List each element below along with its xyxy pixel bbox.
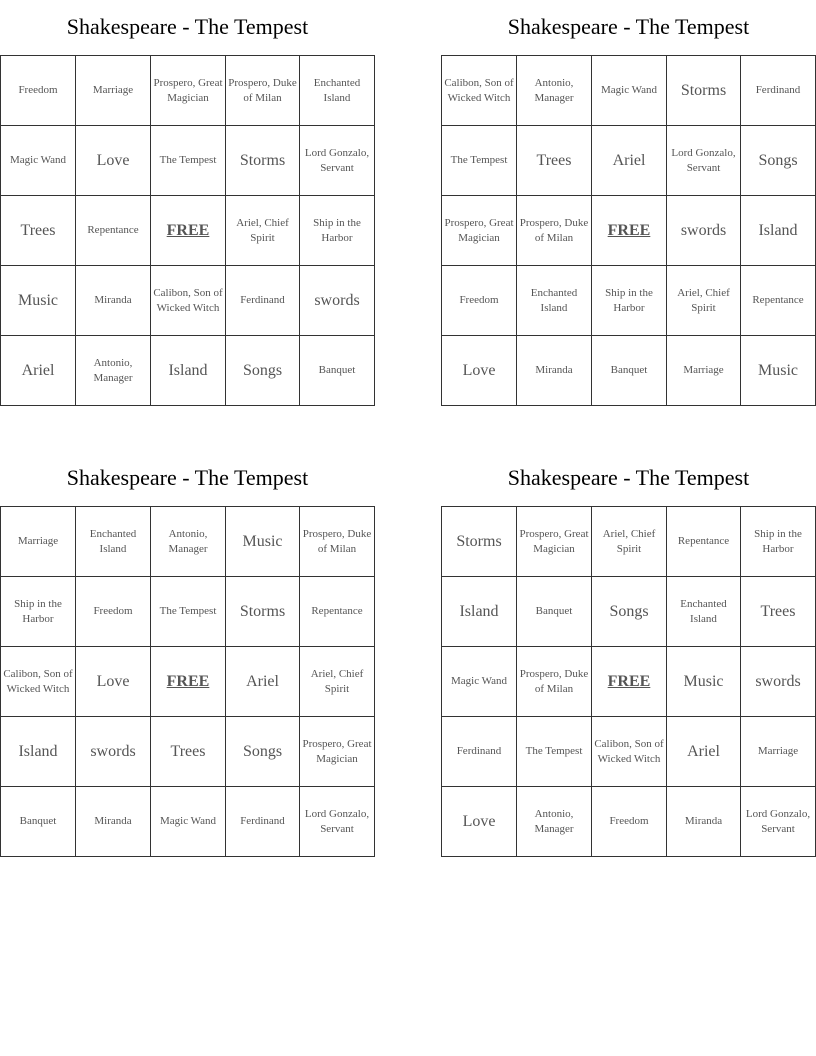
bingo-cell: Prospero, Great Magician — [300, 717, 375, 787]
bingo-cell: Miranda — [76, 787, 151, 857]
bingo-cell: Enchanted Island — [517, 266, 592, 336]
bingo-cell: Repentance — [76, 196, 151, 266]
bingo-cell: Freedom — [442, 266, 517, 336]
bingo-cell: The Tempest — [517, 717, 592, 787]
bingo-cell: Lord Gonzalo, Servant — [300, 126, 375, 196]
bingo-cell: Love — [442, 787, 517, 857]
bingo-cell: Ariel — [667, 717, 741, 787]
bingo-cell: Ferdinand — [741, 56, 816, 126]
bingo-cell: The Tempest — [442, 126, 517, 196]
bingo-cell: Miranda — [76, 266, 151, 336]
bingo-cell: Trees — [517, 126, 592, 196]
bingo-cell: Songs — [741, 126, 816, 196]
bingo-cell: Calibon, Son of Wicked Witch — [151, 266, 226, 336]
bingo-cell: Ferdinand — [442, 717, 517, 787]
bingo-cell: Banquet — [592, 336, 667, 406]
bingo-cell: Ship in the Harbor — [592, 266, 667, 336]
bingo-cell: Repentance — [741, 266, 816, 336]
bingo-cell: Storms — [226, 126, 300, 196]
bingo-cell: Marriage — [76, 56, 151, 126]
bingo-cell: Ship in the Harbor — [741, 507, 816, 577]
bingo-cell: Freedom — [76, 577, 151, 647]
bingo-cell: swords — [667, 196, 741, 266]
bingo-cell: Ariel, Chief Spirit — [667, 266, 741, 336]
card-title: Shakespeare - The Tempest — [507, 465, 750, 490]
bingo-cell: Ferdinand — [226, 787, 300, 857]
bingo-cell: Magic Wand — [151, 787, 226, 857]
bingo-cell: Prospero, Duke of Milan — [300, 507, 375, 577]
bingo-cell: Freedom — [592, 787, 667, 857]
bingo-cell: Banquet — [517, 577, 592, 647]
bingo-cell: Banquet — [1, 787, 76, 857]
bingo-cell: Lord Gonzalo, Servant — [300, 787, 375, 857]
bingo-cell: Songs — [592, 577, 667, 647]
bingo-cell: Music — [226, 507, 300, 577]
bingo-grid — [0, 55, 375, 406]
bingo-cell: Ferdinand — [226, 266, 300, 336]
bingo-cell: The Tempest — [151, 126, 226, 196]
bingo-cell: Prospero, Great Magician — [442, 196, 517, 266]
bingo-cell: Ariel, Chief Spirit — [300, 647, 375, 717]
free-space: FREE — [592, 196, 667, 266]
bingo-cell: Antonio, Manager — [151, 507, 226, 577]
bingo-cell: Trees — [741, 577, 816, 647]
bingo-grid — [441, 506, 816, 857]
bingo-cell: Ariel — [592, 126, 667, 196]
bingo-cell: Calibon, Son of Wicked Witch — [442, 56, 517, 126]
bingo-cell: Enchanted Island — [76, 507, 151, 577]
bingo-cell: Enchanted Island — [667, 577, 741, 647]
bingo-cell: Calibon, Son of Wicked Witch — [592, 717, 667, 787]
bingo-cell: Magic Wand — [442, 647, 517, 717]
bingo-cell: Ariel, Chief Spirit — [226, 196, 300, 266]
bingo-cell: Calibon, Son of Wicked Witch — [1, 647, 76, 717]
card-title: Shakespeare - The Tempest — [66, 465, 309, 490]
bingo-cell: swords — [741, 647, 816, 717]
bingo-cell: Prospero, Duke of Milan — [517, 647, 592, 717]
bingo-cell: Enchanted Island — [300, 56, 375, 126]
bingo-grid — [0, 506, 375, 857]
bingo-cell: Island — [741, 196, 816, 266]
bingo-cell: Island — [1, 717, 76, 787]
bingo-cell: Ship in the Harbor — [1, 577, 76, 647]
bingo-cell: Repentance — [300, 577, 375, 647]
bingo-cell: Music — [741, 336, 816, 406]
card-title: Shakespeare - The Tempest — [66, 14, 309, 39]
bingo-cell: Prospero, Great Magician — [517, 507, 592, 577]
card-title: Shakespeare - The Tempest — [507, 14, 750, 39]
bingo-cell: The Tempest — [151, 577, 226, 647]
bingo-cell: Marriage — [741, 717, 816, 787]
bingo-cell: Lord Gonzalo, Servant — [741, 787, 816, 857]
bingo-cell: Trees — [1, 196, 76, 266]
bingo-cell: Magic Wand — [592, 56, 667, 126]
free-space: FREE — [151, 196, 226, 266]
bingo-cell: Love — [76, 126, 151, 196]
bingo-cell: Storms — [226, 577, 300, 647]
bingo-cell: Antonio, Manager — [517, 56, 592, 126]
bingo-cell: Magic Wand — [1, 126, 76, 196]
bingo-card-4 — [441, 451, 816, 857]
bingo-cell: Trees — [151, 717, 226, 787]
bingo-cell: Prospero, Duke of Milan — [517, 196, 592, 266]
bingo-cell: swords — [76, 717, 151, 787]
bingo-cell: Music — [1, 266, 76, 336]
bingo-cell: Love — [76, 647, 151, 717]
bingo-cell: Miranda — [667, 787, 741, 857]
bingo-cell: Storms — [667, 56, 741, 126]
bingo-cell: Ship in the Harbor — [300, 196, 375, 266]
bingo-cell: Antonio, Manager — [76, 336, 151, 406]
bingo-cell: Ariel — [226, 647, 300, 717]
bingo-grid — [441, 55, 816, 406]
bingo-cell: Storms — [442, 507, 517, 577]
bingo-cell: Ariel — [1, 336, 76, 406]
bingo-cell: Freedom — [1, 56, 76, 126]
bingo-cell: Repentance — [667, 507, 741, 577]
bingo-card-2 — [441, 0, 816, 406]
bingo-card-1 — [0, 0, 375, 406]
bingo-cell: Island — [442, 577, 517, 647]
bingo-cell: Lord Gonzalo, Servant — [667, 126, 741, 196]
bingo-cell: Songs — [226, 336, 300, 406]
bingo-card-3 — [0, 451, 375, 857]
free-space: FREE — [592, 647, 667, 717]
bingo-cell: Island — [151, 336, 226, 406]
bingo-cell: Banquet — [300, 336, 375, 406]
bingo-cell: Prospero, Duke of Milan — [226, 56, 300, 126]
free-space: FREE — [151, 647, 226, 717]
bingo-cell: Love — [442, 336, 517, 406]
bingo-cell: Antonio, Manager — [517, 787, 592, 857]
bingo-cell: Marriage — [1, 507, 76, 577]
bingo-cell: swords — [300, 266, 375, 336]
bingo-cell: Marriage — [667, 336, 741, 406]
bingo-cell: Ariel, Chief Spirit — [592, 507, 667, 577]
bingo-cell: Prospero, Great Magician — [151, 56, 226, 126]
bingo-cell: Miranda — [517, 336, 592, 406]
bingo-cell: Songs — [226, 717, 300, 787]
bingo-cell: Music — [667, 647, 741, 717]
